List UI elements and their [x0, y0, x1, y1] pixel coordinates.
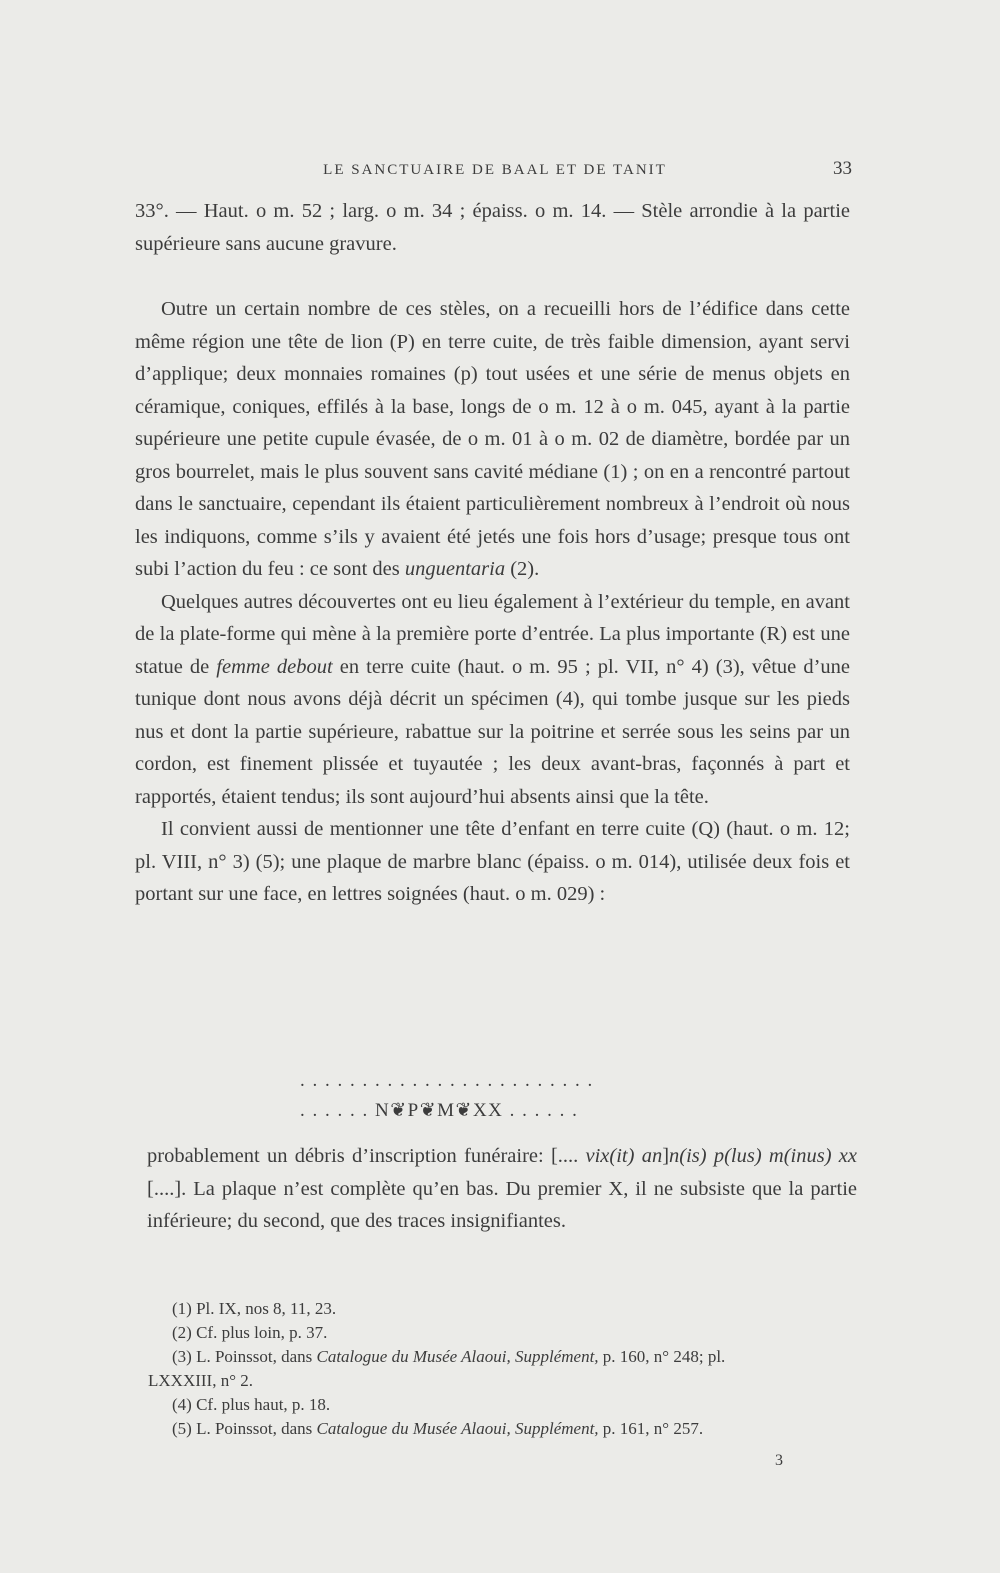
paragraph-finds-outside-text: Outre un certain nombre de ces stèles, on a recueilli hors de l’édifice dans cette même région une tête de lion (P) en terre cuite, de très faible dimension, ayant servi d’applique; deux monnaies romaines (p) tout usées et une série de menus objets en céramique, coniques, effilés à la base, longs de o m. 12 à o m. 045, ayant à la partie supérieure une petite cupule évasée, de o m. 01 à o m. 02 de diamètre, bordée par un gros bourrelet, mais le plus souvent sans cavité médiane (1) ; on en a rencontré partout dans le sanctuaire, cependant ils étaient particulièrement nombreux à l’endroit où nous les indiquons, comme s’ils y avaient été jetés une fois hors d’usage; presque tous ont subi l’action du feu : ce sont des — [135, 298, 850, 580]
footnote-1: (1) Pl. IX, nos 8, 11, 23. — [172, 1299, 337, 1318]
paragraph-child-head: Il convient aussi de mentionner une tête d’enfant en terre cuite (Q) (haut. o m. 12; pl. VIII, n° 3) (5); une plaque de marbre blanc (épaiss. o m. 014), utilisée deux fois et portant sur une face, en lettres soignées (haut. o m. 029) : — [135, 818, 850, 905]
paragraph-statue-text-a: Quelques autres découvertes ont eu lieu également à l’extérieur du temple, en avant de la plate-forme qui mène à la première porte d’entrée. La plus importante (R) est une statue de — [135, 590, 850, 678]
inscription-line-1: . . . . . . . . . . . . . . . . . . . . . . . . — [300, 1070, 594, 1091]
paragraph-finds-outside-italic: unguentaria — [404, 558, 506, 580]
commentary-text-c: [....]. La plaque n’est complète qu’en bas. Du premier X, il ne subsiste que la partie inférieure; du second, que des traces insignifiantes. — [147, 1177, 857, 1232]
paragraph-finds-outside — [135, 293, 850, 586]
main-text — [135, 293, 850, 911]
running-title: LE SANCTUAIRE DE BAAL ET DE TANIT — [323, 162, 667, 178]
paragraph-finds-outside-end: (2). — [505, 558, 540, 580]
commentary-italic-b: n(is) p(lus) m(inus) xx — [669, 1145, 857, 1167]
commentary-text-b: ] — [662, 1145, 670, 1167]
footnote-3-italic: Catalogue du Musée Alaoui, Supplément, — [316, 1347, 599, 1366]
footnote-5 — [148, 1417, 863, 1441]
inscription — [300, 1066, 720, 1126]
entry-33-text: 33°. — Haut. o m. 52 ; larg. o m. 34 ; épaiss. o m. 14. — Stèle arrondie à la partie supérieure sans aucune gravure. — [135, 200, 850, 255]
page-header — [130, 158, 860, 188]
page-number: 33 — [833, 158, 852, 179]
inscription-commentary — [147, 1140, 857, 1238]
footnote-3 — [148, 1345, 863, 1369]
footnotes — [148, 1297, 863, 1441]
inscription-line-2: . . . . . . N❦P❦M❦XX . . . . . . — [300, 1100, 579, 1121]
commentary-text-a: probablement un débris d’inscription funéraire: [.... — [147, 1145, 586, 1167]
footnote-3-continuation: LXXXIII, n° 2. — [148, 1371, 253, 1390]
paragraph-statue-italic: femme debout — [216, 655, 333, 678]
footnote-3-post: p. 160, n° 248; pl. — [598, 1347, 726, 1366]
signature-mark: 3 — [775, 1452, 783, 1469]
footnote-2: (2) Cf. plus loin, p. 37. — [172, 1323, 328, 1342]
footnote-5-post: p. 161, n° 257. — [598, 1419, 704, 1438]
paragraph-statue — [135, 586, 850, 814]
entry-33 — [135, 195, 850, 260]
paragraph-inscription-commentary — [147, 1140, 857, 1238]
commentary-italic-a: vix(it) an — [585, 1145, 663, 1167]
footnote-5-italic: Catalogue du Musée Alaoui, Supplément, — [316, 1419, 599, 1438]
footnote-5-pre: (5) L. Poinssot, dans — [172, 1419, 317, 1438]
paragraph-statue-text-b: en terre cuite (haut. o m. 95 ; pl. VII, n° 4) (3), vêtue d’une tunique dont nous avons déjà décrit un spécimen (4), qui tombe jusque sur les pieds nus et dont la partie supérieure, rabattue sur la poitrine et serrée sous les seins par un cordon, est finement plissée et tuyautée ; les deux avant-bras, façonnés à part et rapportés, étaient tendus; ils sont aujourd’hui absents ainsi que la tête. — [135, 655, 850, 808]
footnote-4: (4) Cf. plus haut, p. 18. — [172, 1395, 331, 1414]
footnote-3-pre: (3) L. Poinssot, dans — [172, 1347, 317, 1366]
